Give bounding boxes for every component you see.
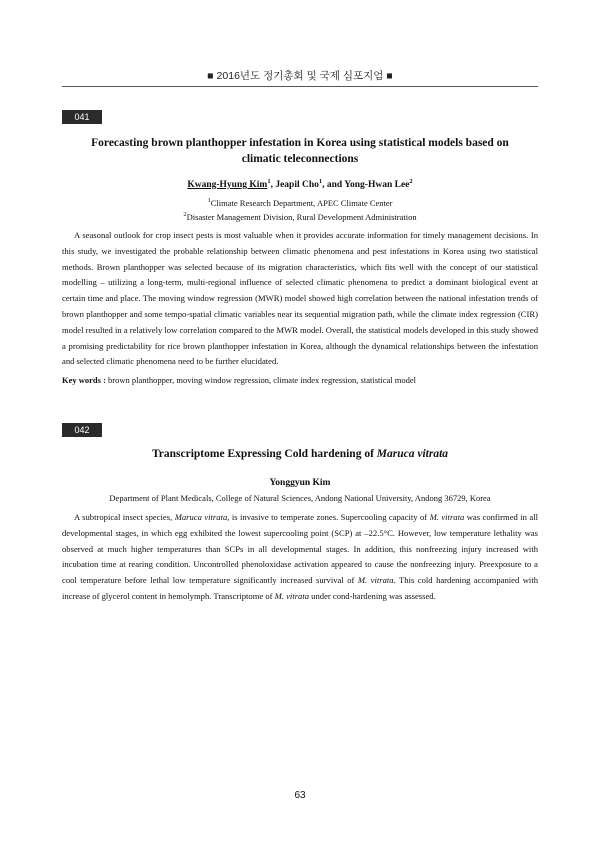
- author-name: Kwang-Hyung Kim: [187, 180, 268, 191]
- keywords-label: Key words :: [62, 375, 106, 385]
- affiliation-text: Climate Research Department, APEC Climate Center: [210, 197, 393, 208]
- body-text: was confirmed in all developmental stages, in which egg exhibited the lowest supercooling point (SCP) at –22.5°C. However, low temperature lethality was observed at much higher temperatures than SCPs in all developmental stages. In addition, this nonfreezing injury increased with incubation time at rearing condition. Uncontrolled phenoloxidase activation appeared to cause the nonfreezing injury. Preexposure to a cool temperature before lethal low temperature significantly increased survival of: [62, 512, 538, 586]
- species-name: M. vitrata: [357, 575, 394, 586]
- title-text: Transcriptome Expressing Cold hardening of: [151, 448, 377, 460]
- keywords-line: [62, 375, 538, 385]
- affiliation-line: Department of Plant Medicals, College of Natural Sciences, Andong National University, Andong 36729, Korea: [109, 493, 491, 503]
- author-sup: 1: [267, 178, 271, 185]
- body-text: A subtropical insect species,: [74, 512, 175, 522]
- affiliation-line: [62, 209, 538, 223]
- affiliation-sup: 1: [207, 197, 211, 204]
- affiliation-line: [62, 195, 538, 209]
- body-text: . This cold hardening accompanied with increase of glycerol content in hemolymph. Transcriptome of: [62, 575, 539, 601]
- affiliation-sup: 2: [183, 210, 187, 218]
- species-name: M. vitrata: [274, 590, 310, 601]
- author-sup: 2: [409, 178, 413, 185]
- abstract-title: [80, 446, 520, 462]
- author-line: [62, 178, 538, 190]
- body-text: , is invasive to temperate zones. Supercooling capacity of: [227, 512, 430, 522]
- author-separator: ,: [270, 180, 276, 191]
- author-line: Yonggyun Kim: [269, 478, 331, 488]
- abstract-body: [62, 510, 538, 605]
- abstract-body: A seasonal outlook for crop insect pests is most valuable when it provides accurate information for timely management decisions. In this study, we investigated the probable relationship between climatic phenomena and pest infestations in Korea using two statistical methods. Brown planthopper was selected because of its migration characteristics, which fits well with the concept of our statistical modelling – utilizing a long-term, multi-regional influence of selected climatic phenomena to predict a dominant biological event at certain time and place. The moving window regression (MWR) model showed high correlation between the national infestation trends of brown planthopper and some tempo-spatial climatic variables near its sequential migration path, while the climate index regression (CIR) model resulted in a relatively low correlation compared to the MWR model. Overall, the statistical models developed in this study showed a promising predictability for rice brown planthopper infestation in Korea, although the dynamical relationships between the infestation and selected climatic phenomena need to be further elucidated.: [62, 230, 538, 367]
- author-sup: 1: [318, 178, 323, 185]
- page-number: 63: [294, 790, 306, 801]
- author-name: Yong-Hwan Lee: [344, 180, 410, 191]
- body-text: under cond-hardening was assessed.: [309, 590, 436, 601]
- species-name: M. vitrata: [429, 512, 465, 522]
- author-separator: , and: [322, 180, 345, 191]
- running-header: ■ 2016년도 정기총회 및 국제 심포지엄 ■: [207, 70, 393, 82]
- affiliations: [62, 195, 538, 223]
- species-name: Maruca vitrata: [174, 512, 228, 522]
- abstract-number-badge: 042: [62, 423, 102, 437]
- abstract-number-badge: 041: [62, 110, 102, 124]
- title-species: Maruca vitrata: [376, 448, 449, 460]
- header-rule: [62, 86, 538, 87]
- abstract-title: Forecasting brown planthopper infestation in Korea using statistical models based on climatic teleconnections: [91, 137, 509, 165]
- keywords-text: brown planthopper, moving window regression, climate index regression, statistical model: [108, 375, 417, 385]
- author-name: Jeapil Cho: [275, 180, 319, 191]
- affiliation-text: Disaster Management Division, Rural Development Administration: [186, 211, 417, 222]
